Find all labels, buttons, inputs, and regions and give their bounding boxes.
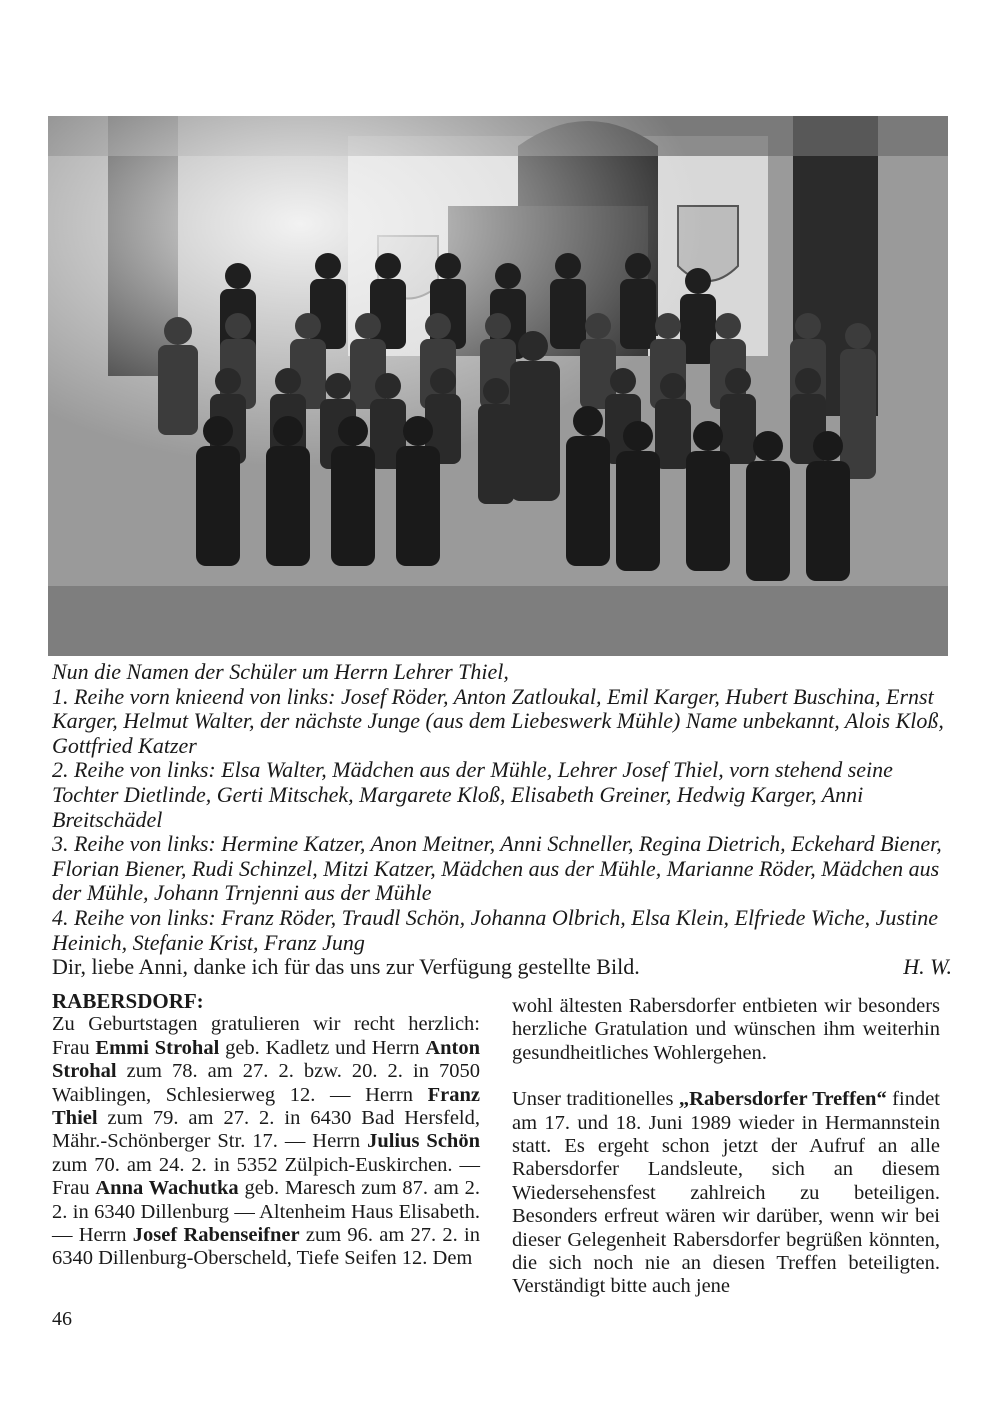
text-segment: zum 96. am 27. 2. in 6340 Dillenburg-Oberscheld, Tiefe Seifen 12. Dem xyxy=(52,1224,480,1270)
text-segment: zum 78. am 27. 2. bzw. 20. 2. in 7050 Waiblingen, Schlesierweg 12. — Herrn xyxy=(52,1060,480,1106)
text-segment: zum 79. am 27. 2. in 6430 Bad Hersfeld, Mähr.-Schönberger Str. 17. — Herrn xyxy=(52,1107,480,1153)
caption-row-4: 4. Reihe von links: Franz Röder, Traudl Schön, Johanna Olbrich, Elsa Klein, Elfriede Wiche, Justine Heinich, Stefanie Krist, Franz Jung xyxy=(52,904,938,955)
left-column xyxy=(52,990,480,1271)
person-name: Anna Wachutka xyxy=(95,1177,239,1200)
photo-caption xyxy=(52,660,952,980)
school-class-photo-icon xyxy=(48,116,948,656)
person-name: Anton Strohal xyxy=(52,1036,481,1083)
event-name: „Rabersdorfer Treffen“ xyxy=(678,1088,887,1111)
caption-intro: Nun die Namen der Schüler um Herrn Lehrer Thiel, xyxy=(52,659,509,684)
caption-row-1: 1. Reihe vorn knieend von links: Josef Röder, Anton Zatloukal, Emil Karger, Hubert Buschina, Ernst Karger, Helmut Walter, der nächste Junge (aus dem Liebeswerk Mühle) Name unbekannt, Alois Kloß, Gottfried Katzer xyxy=(52,683,944,758)
caption-thanks-line xyxy=(52,955,952,980)
class-photo xyxy=(48,116,948,656)
person-name: Julius Schön xyxy=(367,1130,480,1153)
page-number: 46 xyxy=(52,1308,72,1330)
caption-thanks: Dir, liebe Anni, danke ich für das uns zur Verfügung gestellte Bild. xyxy=(52,954,640,980)
caption-row-2: 2. Reihe von links: Elsa Walter, Mädchen aus der Mühle, Lehrer Josef Thiel, vorn stehend seine Tochter Dietlinde, Gerti Mitschek, Margarete Kloß, Elisabeth Greiner, Hedwig Karger, Anni Breitschädel xyxy=(52,757,893,832)
text-segment: findet am 17. und 18. Juni 1989 wieder in Hermannstein statt. Es ergeht schon jetzt der Aufruf an alle Rabersdorfer Landsleute, sich an diesem Wiedersehensfest zahlreich zu beteiligen. Besonders erfreut wären wir darüber, wenn wir bei dieser Gelegenheit Rabersdorfer begrüßen könnten, die sich noch nie an diesen Treffen beteiligten. Verständigt bitte auch jene xyxy=(512,1088,940,1298)
birthday-paragraph xyxy=(52,1013,480,1270)
text-segment: Zu Geburtstagen gratulieren wir recht herzlich: Frau xyxy=(52,1013,480,1059)
right-column xyxy=(512,995,940,1299)
text-segment: geb. Maresch zum 87. am 2. 2. in 6340 Dillenburg — Altenheim Haus Elisabeth. — Herrn xyxy=(52,1177,481,1247)
text-segment: zum 70. am 24. 2. in 5352 Zülpich-Euskirchen. — Frau xyxy=(52,1153,480,1200)
caption-row-3: 3. Reihe von links: Hermine Katzer, Anon Meitner, Anni Schneller, Regina Dietrich, Eckehard Biener, Florian Biener, Rudi Schinzel, Mitzi Katzer, Mädchen aus der Mühle, Marianne Röder, Mädchen aus der Mühle, Johann Trnjenni aus der Mühle xyxy=(52,831,942,906)
text-segment: Unser traditionelles xyxy=(512,1088,679,1111)
person-name: Emmi Strohal xyxy=(95,1036,220,1059)
caption-signature: H. W. xyxy=(903,954,952,980)
paragraph-gap xyxy=(512,1065,940,1088)
congratulation-paragraph: wohl ältesten Rabersdorfer entbieten wir besonders herzliche Gratulation und wünschen ihm weiterhin gesundheitliches Wohlergehen. xyxy=(512,995,940,1064)
text-segment: geb. Kadletz und Herrn xyxy=(219,1036,426,1059)
section-heading: RABERSDORF: xyxy=(52,989,204,1013)
person-name: Josef Rabenseifner xyxy=(132,1224,300,1247)
person-name: Franz Thiel xyxy=(52,1083,480,1130)
meeting-paragraph xyxy=(512,1088,940,1299)
